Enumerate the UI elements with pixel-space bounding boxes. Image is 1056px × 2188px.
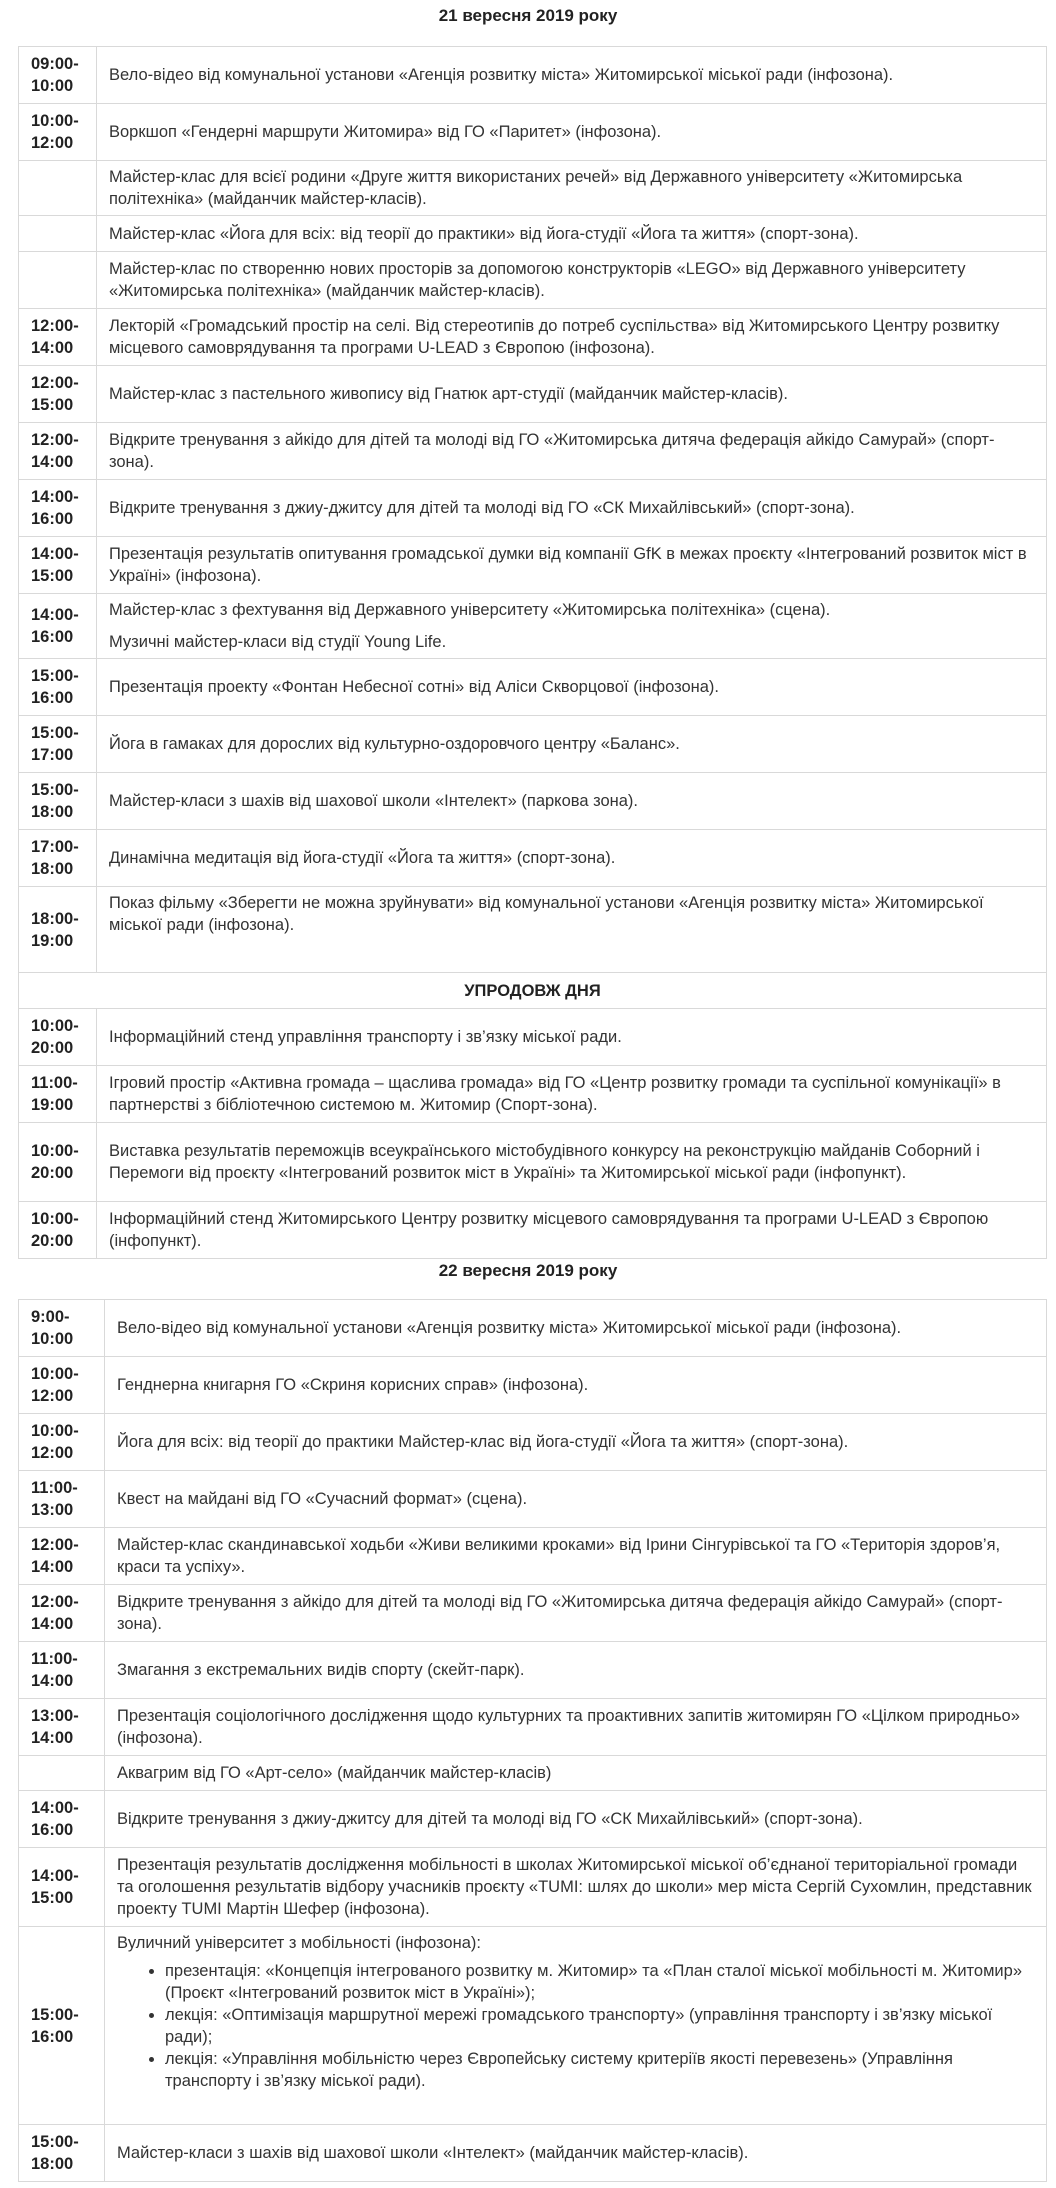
time-cell: 10:00-20:00 — [19, 1202, 97, 1259]
event-cell: Йога в гамаках для дорослих від культурно-оздоровчого центру «Баланс». — [97, 716, 1047, 773]
time-cell: 14:00-16:00 — [19, 594, 97, 659]
table-row — [19, 309, 1047, 366]
table-row — [19, 1642, 1047, 1699]
time-cell: 14:00-15:00 — [19, 537, 97, 594]
event-cell: Генднерна книгарня ГО «Скриня корисних справ» (інфозона). — [105, 1357, 1047, 1414]
event-cell: Презентація проекту «Фонтан Небесної сотні» від Аліси Скворцової (інфозона). — [97, 659, 1047, 716]
table-row — [19, 537, 1047, 594]
event-cell: Аквагрим від ГО «Арт-село» (майданчик майстер-класів) — [105, 1756, 1047, 1791]
event-line: Музичні майстер-класи від студії Young Life. — [109, 633, 447, 651]
list-item: • презентація: «Концепція інтегрованого розвитку м. Житомир» та «План сталої міської мобільності м. Житомир» (Проєкт «Інтегрований розвиток міст в Україні»); — [165, 1960, 1038, 2004]
time-cell: 15:00-16:00 — [19, 659, 97, 716]
event-cell: Відкрите тренування з айкідо для дітей та молоді від ГО «Житомирська дитяча федерація айкідо Самурай» (спорт-зона). — [97, 423, 1047, 480]
event-cell — [105, 1927, 1047, 2125]
time-cell: 12:00-14:00 — [19, 309, 97, 366]
event-cell: Презентація результатів дослідження мобільності в школах Житомирської міської об’єднаної територіальної громади та оголошення результатів відбору учасників проєкту «TUMI: шлях до школи» мер міста Сергій Сухомлин, представник проекту TUMI Мартін Шефер (інфозона). — [105, 1848, 1047, 1927]
day2-title: 22 вересня 2019 року — [438, 1261, 618, 1280]
table-row — [19, 104, 1047, 161]
time-cell: 15:00-16:00 — [19, 1927, 105, 2125]
event-cell: Лекторій «Громадський простір на селі. Від стереотипів до потреб суспільства» від Житомирського Центру розвитку місцевого самоврядування та програми U-LEAD з Європою (інфозона). — [97, 309, 1047, 366]
table-row — [19, 216, 1047, 252]
time-cell: 12:00-14:00 — [19, 1528, 105, 1585]
table-row — [19, 1848, 1047, 1927]
time-cell: 11:00-13:00 — [19, 1471, 105, 1528]
time-cell: 10:00-20:00 — [19, 1009, 97, 1066]
table-row — [19, 716, 1047, 773]
table-row — [19, 47, 1047, 104]
time-cell: 12:00-14:00 — [19, 1585, 105, 1642]
event-cell: Інформаційний стенд управління транспорту і зв’язку міської ради. — [97, 1009, 1047, 1066]
table-row — [19, 1357, 1047, 1414]
event-sublist — [117, 1960, 1038, 2092]
event-cell: Майстер-клас «Йога для всіх: від теорії до практики» від йога-студії «Йога та життя» (спорт-зона). — [97, 216, 1047, 252]
event-cell: Показ фільму «Зберегти не можна зруйнувати» від комунальної установи «Агенція розвитку міста» Житомирської міської ради (інфозона). — [97, 887, 1047, 973]
event-cell: Вело-відео від комунальної установи «Агенція розвитку міста» Житомирської міської ради (інфозона). — [105, 1300, 1047, 1357]
time-cell: 10:00-20:00 — [19, 1123, 97, 1202]
time-cell: 15:00-17:00 — [19, 716, 97, 773]
event-cell: Відкрите тренування з айкідо для дітей та молоді від ГО «Житомирська дитяча федерація айкідо Самурай» (спорт-зона). — [105, 1585, 1047, 1642]
time-cell — [19, 252, 97, 309]
table-row — [19, 2125, 1047, 2182]
table-row — [19, 161, 1047, 216]
table-row — [19, 1927, 1047, 2125]
table-row — [19, 1009, 1047, 1066]
time-cell: 15:00-18:00 — [19, 2125, 105, 2182]
time-cell: 15:00-18:00 — [19, 773, 97, 830]
time-cell: 9:00-10:00 — [19, 1300, 105, 1357]
event-cell: Майстер-клас з пастельного живопису від Гнатюк арт-студії (майданчик майстер-класів). — [97, 366, 1047, 423]
time-cell — [19, 1756, 105, 1791]
time-cell — [19, 161, 97, 216]
event-cell: Змагання з екстремальних видів спорту (скейт-парк). — [105, 1642, 1047, 1699]
time-cell: 09:00-10:00 — [19, 47, 97, 104]
table-row — [19, 252, 1047, 309]
time-cell: 14:00-16:00 — [19, 1791, 105, 1848]
table-row — [19, 659, 1047, 716]
event-cell: Майстер-клас по створенню нових просторів за допомогою конструкторів «LEGO» від Державного університету «Житомирська політехніка» (майданчик майстер-класів). — [97, 252, 1047, 309]
event-cell: Майстер-клас скандинавської ходьби «Живи великими кроками» від Ірини Сінгурівської та ГО «Територія здоров’я, краси та успіху». — [105, 1528, 1047, 1585]
day2-schedule-table — [18, 1299, 1047, 2182]
table-row — [19, 1300, 1047, 1357]
table-row — [19, 366, 1047, 423]
table-row — [19, 423, 1047, 480]
table-row — [19, 1471, 1047, 1528]
event-cell: Майстер-клас для всієї родини «Друге життя використаних речей» від Державного університету «Житомирська політехніка» (майданчик майстер-класів). — [97, 161, 1047, 216]
time-cell: 12:00-15:00 — [19, 366, 97, 423]
event-cell: Майстер-класи з шахів від шахової школи «Інтелект» (паркова зона). — [97, 773, 1047, 830]
table-row — [19, 594, 1047, 659]
table-row — [19, 887, 1047, 973]
event-cell: Воркшоп «Гендерні маршрути Житомира» від ГО «Паритет» (інфозона). — [97, 104, 1047, 161]
event-cell: Вело-відео від комунальної установи «Агенція розвитку міста» Житомирської міської ради (інфозона). — [97, 47, 1047, 104]
event-cell: Майстер-класи з шахів від шахової школи «Інтелект» (майданчик майстер-класів). — [105, 2125, 1047, 2182]
day1-schedule-table — [18, 46, 1047, 1259]
day1-title: 21 вересня 2019 року — [438, 6, 618, 25]
table-row — [19, 1585, 1047, 1642]
event-intro: Вуличний університет з мобільності (інфозона): — [117, 1934, 481, 1952]
time-cell: 10:00-12:00 — [19, 104, 97, 161]
time-cell: 11:00-14:00 — [19, 1642, 105, 1699]
event-cell: Ігровий простір «Активна громада – щаслива громада» від ГО «Центр розвитку громади та суспільної комунікації» в партнерстві з бібліотечною системою м. Житомир (Спорт-зона). — [97, 1066, 1047, 1123]
time-cell — [19, 216, 97, 252]
event-cell: Виставка результатів переможців всеукраїнського містобудівного конкурсу на реконструкцію майданів Соборний і Перемоги від проєкту «Інтегрований розвиток міст в Україні» та Житомирської міської ради (інфопункт). — [97, 1123, 1047, 1202]
event-line: Майстер-клас з фехтування від Державного університету «Житомирська політехніка» (сцена). — [109, 601, 831, 619]
event-cell — [97, 594, 1047, 659]
time-cell: 18:00-19:00 — [19, 887, 97, 973]
section-row — [19, 973, 1047, 1009]
table-row — [19, 1791, 1047, 1848]
time-cell: 14:00-16:00 — [19, 480, 97, 537]
all-day-heading: УПРОДОВЖ ДНЯ — [19, 973, 1047, 1009]
event-cell: Динамічна медитація від йога-студії «Йога та життя» (спорт-зона). — [97, 830, 1047, 887]
table-row — [19, 773, 1047, 830]
time-cell: 10:00-12:00 — [19, 1357, 105, 1414]
time-cell: 12:00-14:00 — [19, 423, 97, 480]
list-item: • лекція: «Управління мобільністю через Європейську систему критеріїв якості перевезень» (Управління транспорту і зв’язку міської ради). — [165, 2048, 1038, 2092]
event-cell: Презентація результатів опитування громадської думки від компанії GfK в межах проєкту «Інтегрований розвиток міст в Україні» (інфозона). — [97, 537, 1047, 594]
table-row — [19, 1528, 1047, 1585]
event-cell: Квест на майдані від ГО «Сучасний формат» (сцена). — [105, 1471, 1047, 1528]
event-cell: Інформаційний стенд Житомирського Центру розвитку місцевого самоврядування та програми U-LEAD з Європою (інфопункт). — [97, 1202, 1047, 1259]
table-row — [19, 1202, 1047, 1259]
list-item: • лекція: «Оптимізація маршрутної мережі громадського транспорту» (управління транспорту і зв’язку міської ради); — [165, 2004, 1038, 2048]
time-cell: 10:00-12:00 — [19, 1414, 105, 1471]
table-row — [19, 1756, 1047, 1791]
table-row — [19, 480, 1047, 537]
table-row — [19, 1699, 1047, 1756]
event-cell: Відкрите тренування з джиу-джитсу для дітей та молоді від ГО «СК Михайлівський» (спорт-зона). — [97, 480, 1047, 537]
time-cell: 17:00-18:00 — [19, 830, 97, 887]
event-cell: Відкрите тренування з джиу-джитсу для дітей та молоді від ГО «СК Михайлівський» (спорт-зона). — [105, 1791, 1047, 1848]
event-cell: Презентація соціологічного дослідження щодо культурних та проактивних запитів житомирян ГО «Цілком природньо» (інфозона). — [105, 1699, 1047, 1756]
table-row — [19, 1123, 1047, 1202]
table-row — [19, 1414, 1047, 1471]
time-cell: 13:00-14:00 — [19, 1699, 105, 1756]
time-cell: 14:00-15:00 — [19, 1848, 105, 1927]
table-row — [19, 1066, 1047, 1123]
table-row — [19, 830, 1047, 887]
event-cell: Йога для всіх: від теорії до практики Майстер-клас від йога-студії «Йога та життя» (спорт-зона). — [105, 1414, 1047, 1471]
time-cell: 11:00-19:00 — [19, 1066, 97, 1123]
